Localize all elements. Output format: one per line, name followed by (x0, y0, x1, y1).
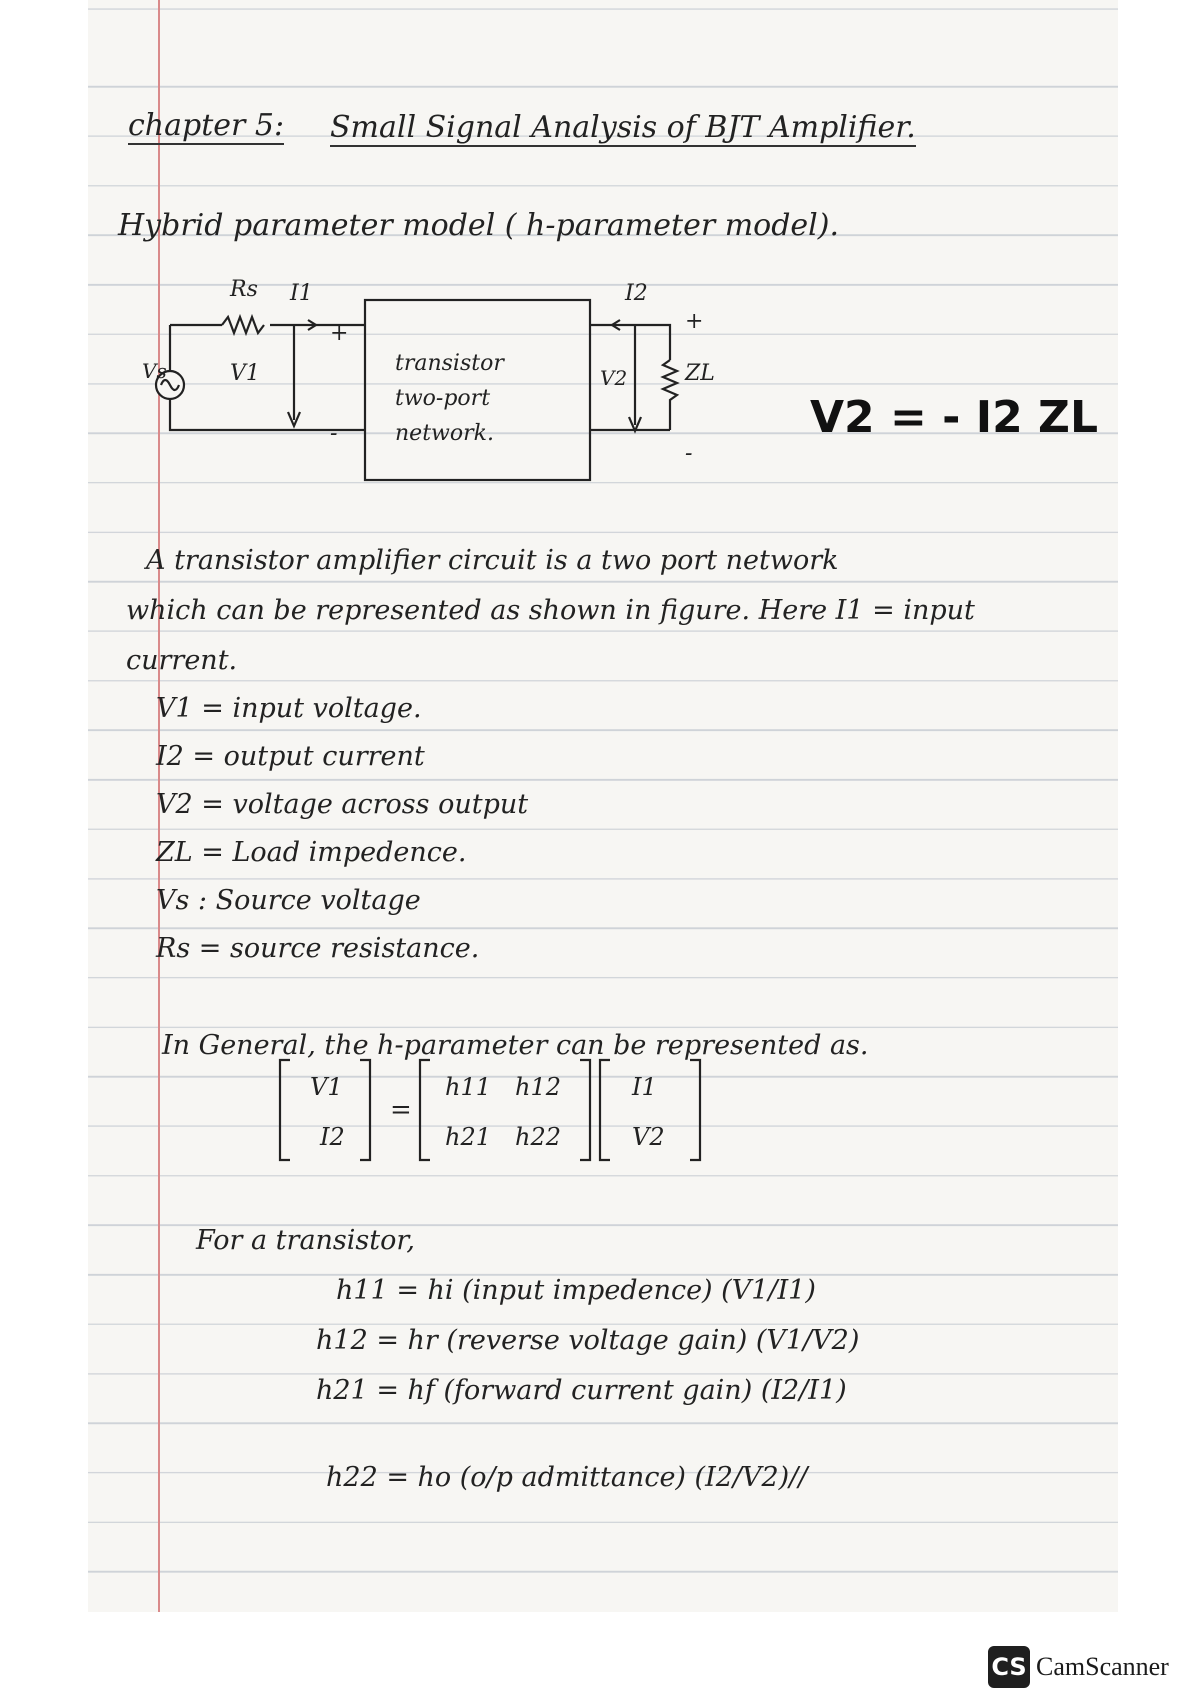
h21-cell: h21 (445, 1123, 491, 1151)
box-line-3: network. (395, 421, 494, 446)
definition-rs: Rs = source resistance. (156, 933, 480, 964)
v2-label: V2 (600, 366, 628, 390)
minus-out-label: - (685, 441, 693, 466)
source-resistor (222, 317, 264, 333)
v1-label: V1 (230, 361, 260, 386)
i1-label: I1 (290, 281, 313, 306)
matrix-equals: = (390, 1095, 412, 1125)
zl-label: ZL (685, 361, 715, 386)
definition-zl: ZL = Load impedence. (156, 837, 467, 868)
parameter-h11: h11 = hi (input impedence) (V1/I1) (336, 1275, 816, 1306)
i2-label: I2 (625, 281, 648, 306)
camscanner-logo: CS (988, 1646, 1030, 1688)
two-port-circuit-diagram (142, 270, 760, 510)
h11-cell: h11 (445, 1073, 491, 1101)
box-line-1: transistor (395, 351, 504, 376)
minus-in-label: - (330, 421, 338, 446)
general-line: In General, the h-parameter can be represented as. (162, 1030, 869, 1061)
h-bracket-right (580, 1060, 590, 1160)
box-line-2: two-port (395, 386, 491, 411)
rhs-bracket-left (600, 1060, 610, 1160)
definition-v2: V2 = voltage across output (156, 789, 529, 820)
camscanner-name: CamScanner (1036, 1652, 1169, 1681)
paragraph-line-2: which can be represented as shown in figure. Here I1 = input (126, 595, 975, 626)
transistor-intro: For a transistor, (196, 1225, 415, 1256)
h22-cell: h22 (515, 1123, 561, 1151)
parameter-h21: h21 = hf (forward current gain) (I2/I1) (316, 1375, 847, 1406)
load-impedance (663, 360, 677, 430)
section-heading: Hybrid parameter model ( h-parameter model). (118, 208, 839, 243)
rhs-bottom: V2 (632, 1123, 665, 1151)
h-parameter-matrix (280, 1050, 750, 1170)
rhs-top: I1 (632, 1073, 657, 1101)
v2-equation: V2 = - I2 ZL (810, 392, 1098, 443)
chapter-title: Small Signal Analysis of BJT Amplifier. (330, 110, 916, 145)
lhs-bottom: I2 (320, 1123, 345, 1151)
rs-label: Rs (230, 277, 258, 302)
definition-vs: Vs : Source voltage (156, 885, 421, 916)
definition-i2: I2 = output current (156, 741, 425, 772)
definition-v1: V1 = input voltage. (156, 693, 422, 724)
paragraph-line-3: current. (126, 645, 238, 676)
plus-in-label: + (330, 321, 349, 346)
lhs-bracket-right (360, 1060, 370, 1160)
plus-out-label: + (685, 309, 704, 334)
paragraph-line-1: A transistor amplifier circuit is a two port network (146, 545, 839, 576)
vs-label: Vs (142, 359, 167, 383)
lhs-top: V1 (310, 1073, 343, 1101)
rhs-bracket-right (690, 1060, 700, 1160)
lhs-bracket-left (280, 1060, 290, 1160)
h-bracket-left (420, 1060, 430, 1160)
h12-cell: h12 (515, 1073, 561, 1101)
parameter-h12: h12 = hr (reverse voltage gain) (V1/V2) (316, 1325, 860, 1356)
wire-top-right (590, 325, 670, 360)
chapter-label: chapter 5: (128, 108, 285, 143)
parameter-h22: h22 = ho (o/p admittance) (I2/V2)// (326, 1462, 808, 1493)
